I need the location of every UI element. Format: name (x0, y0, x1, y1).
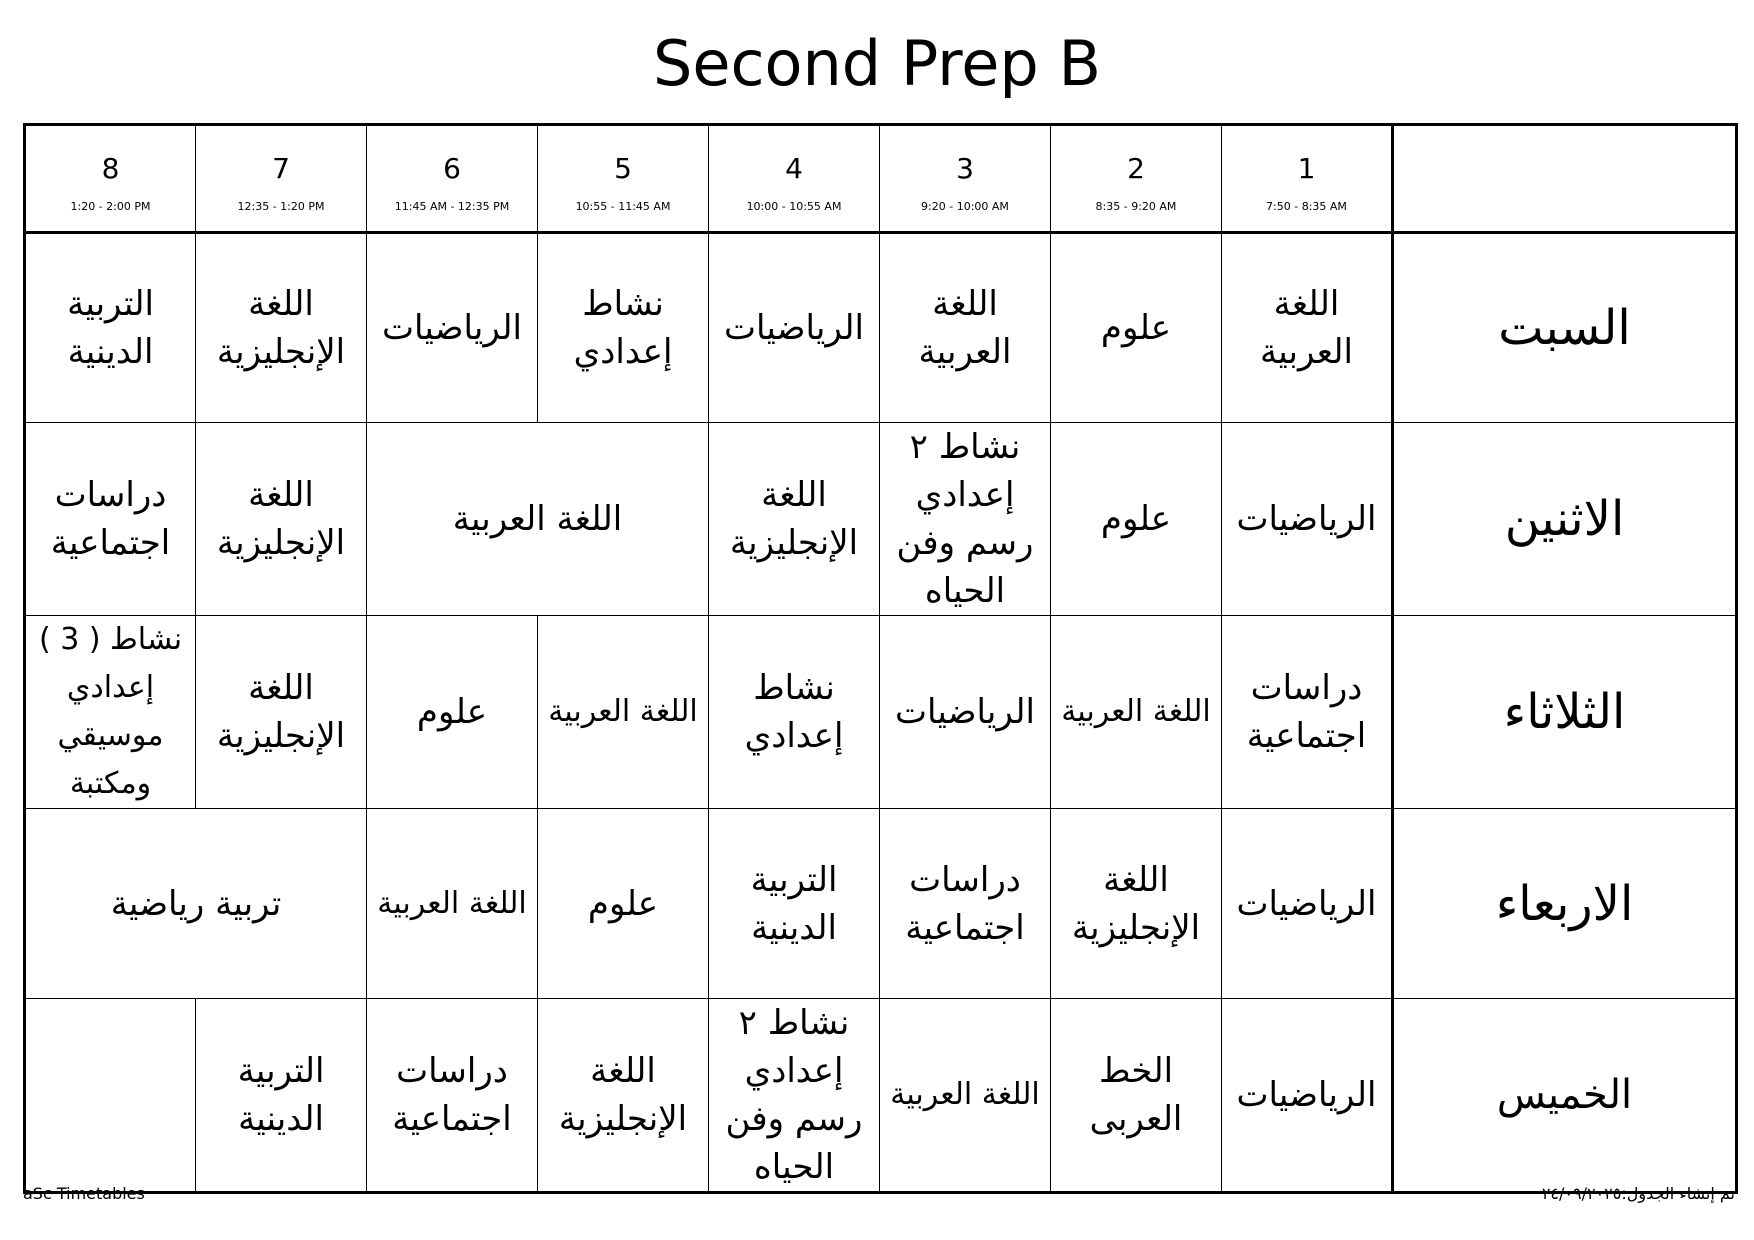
period-number: 7 (272, 151, 290, 185)
lesson-cell (1222, 233, 1393, 423)
period-number: 5 (614, 151, 632, 185)
lesson-cell (196, 999, 367, 1193)
lesson-cell (880, 809, 1051, 999)
subject-label: التربية الدينية (750, 859, 838, 948)
day-label: الثلاثاء (1503, 684, 1626, 740)
subject-label: دراسات اجتماعية (392, 1051, 512, 1139)
subject-label: التربية الدينية (237, 1051, 325, 1139)
day-label-cell (1393, 423, 1737, 616)
period-time: 10:55 - 11:45 AM (575, 199, 671, 213)
lesson-cell (880, 233, 1051, 423)
lesson-cell (367, 233, 538, 423)
subject-label: نشاط ٢ إعدادي رسم وفن الحياه (896, 427, 1034, 611)
lesson-cell-double (367, 423, 709, 616)
subject-label: تربية رياضية (110, 883, 282, 924)
period-header-row (25, 125, 1737, 233)
period-header-6 (367, 125, 538, 233)
subject-label: علوم (1100, 308, 1172, 348)
subject-label: اللغة العربية (548, 694, 698, 729)
lesson-cell (1051, 423, 1222, 616)
period-number: 1 (1297, 151, 1316, 185)
day-label: الاربعاء (1495, 875, 1634, 932)
period-time: 12:35 - 1:20 PM (237, 199, 325, 213)
subject-label: دراسات اجتماعية (905, 859, 1025, 948)
lesson-cell (709, 616, 880, 809)
subject-label: علوم (416, 692, 488, 732)
period-number: 2 (1127, 151, 1145, 185)
lesson-cell (1051, 233, 1222, 423)
subject-label: الخط العربى (1089, 1051, 1183, 1139)
subject-label: نشاط إعدادي (573, 284, 673, 372)
day-row-wednesday (25, 809, 1737, 999)
subject-label: علوم (587, 883, 659, 924)
period-header-4 (709, 125, 880, 233)
subject-label: اللغة الإنجليزية (216, 284, 346, 372)
subject-label: دراسات اجتماعية (50, 475, 171, 563)
lesson-cell (367, 999, 538, 1193)
period-number: 4 (785, 151, 803, 185)
footer-app-name: aSc Timetables (23, 1184, 145, 1203)
period-header-1 (1222, 125, 1393, 233)
lesson-cell (1222, 999, 1393, 1193)
subject-label: اللغة العربية (1260, 284, 1353, 372)
subject-label: نشاط ٢ إعدادي رسم وفن الحياه (725, 1003, 863, 1187)
day-label-cell (1393, 999, 1737, 1193)
period-time: 1:20 - 2:00 PM (70, 199, 151, 213)
lesson-cell (709, 999, 880, 1193)
subject-label: اللغة العربية (890, 1077, 1040, 1112)
period-time: 8:35 - 9:20 AM (1095, 199, 1177, 213)
lesson-cell (367, 616, 538, 809)
subject-label: نشاط إعدادي (744, 668, 844, 756)
day-label: الاثنين (1504, 491, 1625, 547)
lesson-cell (880, 999, 1051, 1193)
day-label-cell (1393, 809, 1737, 999)
subject-label: اللغة الإنجليزية (1071, 859, 1201, 948)
period-header-5 (538, 125, 709, 233)
lesson-cell (538, 809, 709, 999)
subject-label: الرياضيات (724, 308, 864, 348)
lesson-cell (1222, 809, 1393, 999)
lesson-cell (25, 233, 196, 423)
period-header-8 (25, 125, 196, 233)
day-label-cell (1393, 616, 1737, 809)
footer-created-date: تم إنشاء الجدول:٢٤/٠٩/٢٠٢٥ (1541, 1184, 1735, 1203)
lesson-cell (25, 423, 196, 616)
period-time: 7:50 - 8:35 AM (1266, 199, 1347, 213)
lesson-cell (1051, 616, 1222, 809)
subject-label: الرياضيات (1236, 883, 1377, 924)
subject-label: اللغة الإنجليزية (216, 668, 346, 756)
subject-label: اللغة الإنجليزية (216, 475, 346, 563)
subject-label: اللغة الإنجليزية (558, 1051, 688, 1139)
subject-label: الرياضيات (382, 308, 522, 348)
subject-label: التربية الدينية (67, 284, 154, 372)
period-number: 8 (101, 151, 120, 185)
period-number: 6 (443, 151, 461, 185)
subject-label: علوم (1100, 499, 1172, 539)
lesson-cell (196, 233, 367, 423)
lesson-cell-double (25, 809, 367, 999)
lesson-cell (1051, 999, 1222, 1193)
page-title: Second Prep B (652, 27, 1102, 100)
period-time: 9:20 - 10:00 AM (921, 199, 1009, 213)
lesson-cell (709, 809, 880, 999)
lesson-cell (25, 616, 196, 809)
day-label: الخميس (1496, 1072, 1633, 1118)
lesson-cell (196, 616, 367, 809)
timetable (23, 123, 1738, 1194)
lesson-cell (538, 616, 709, 809)
period-time: 11:45 AM - 12:35 PM (394, 199, 510, 213)
lesson-cell (367, 809, 538, 999)
period-number: 3 (956, 151, 974, 185)
lesson-cell (1222, 616, 1393, 809)
day-row-tuesday (25, 616, 1737, 809)
day-row-thursday (25, 999, 1737, 1193)
subject-label: دراسات اجتماعية (1246, 668, 1367, 756)
period-header-3 (880, 125, 1051, 233)
subject-label: اللغة العربية (377, 885, 527, 921)
lesson-cell (880, 423, 1051, 616)
day-label: السبت (1498, 300, 1631, 356)
lesson-cell (538, 999, 709, 1193)
corner-cell (1393, 125, 1737, 233)
subject-label: الرياضيات (1236, 499, 1377, 539)
period-header-7 (196, 125, 367, 233)
subject-label: اللغة العربية (452, 499, 623, 539)
subject-label: اللغة الإنجليزية (729, 475, 859, 563)
period-header-2 (1051, 125, 1222, 233)
subject-label: اللغة العربية (918, 284, 1012, 372)
lesson-cell (1222, 423, 1393, 616)
lesson-cell (1051, 809, 1222, 999)
subject-label: الرياضيات (1236, 1075, 1377, 1115)
subject-label: نشاط ( 3 ) إعدادي موسيقي ومكتبة (38, 622, 183, 801)
subject-label: اللغة العربية (1061, 694, 1211, 729)
lesson-cell-empty (25, 999, 196, 1193)
lesson-cell (880, 616, 1051, 809)
day-row-saturday (25, 233, 1737, 423)
lesson-cell (709, 233, 880, 423)
subject-label: الرياضيات (895, 692, 1035, 732)
day-row-monday (25, 423, 1737, 616)
period-time: 10:00 - 10:55 AM (746, 199, 842, 213)
lesson-cell (538, 233, 709, 423)
day-label-cell (1393, 233, 1737, 423)
lesson-cell (709, 423, 880, 616)
lesson-cell (196, 423, 367, 616)
